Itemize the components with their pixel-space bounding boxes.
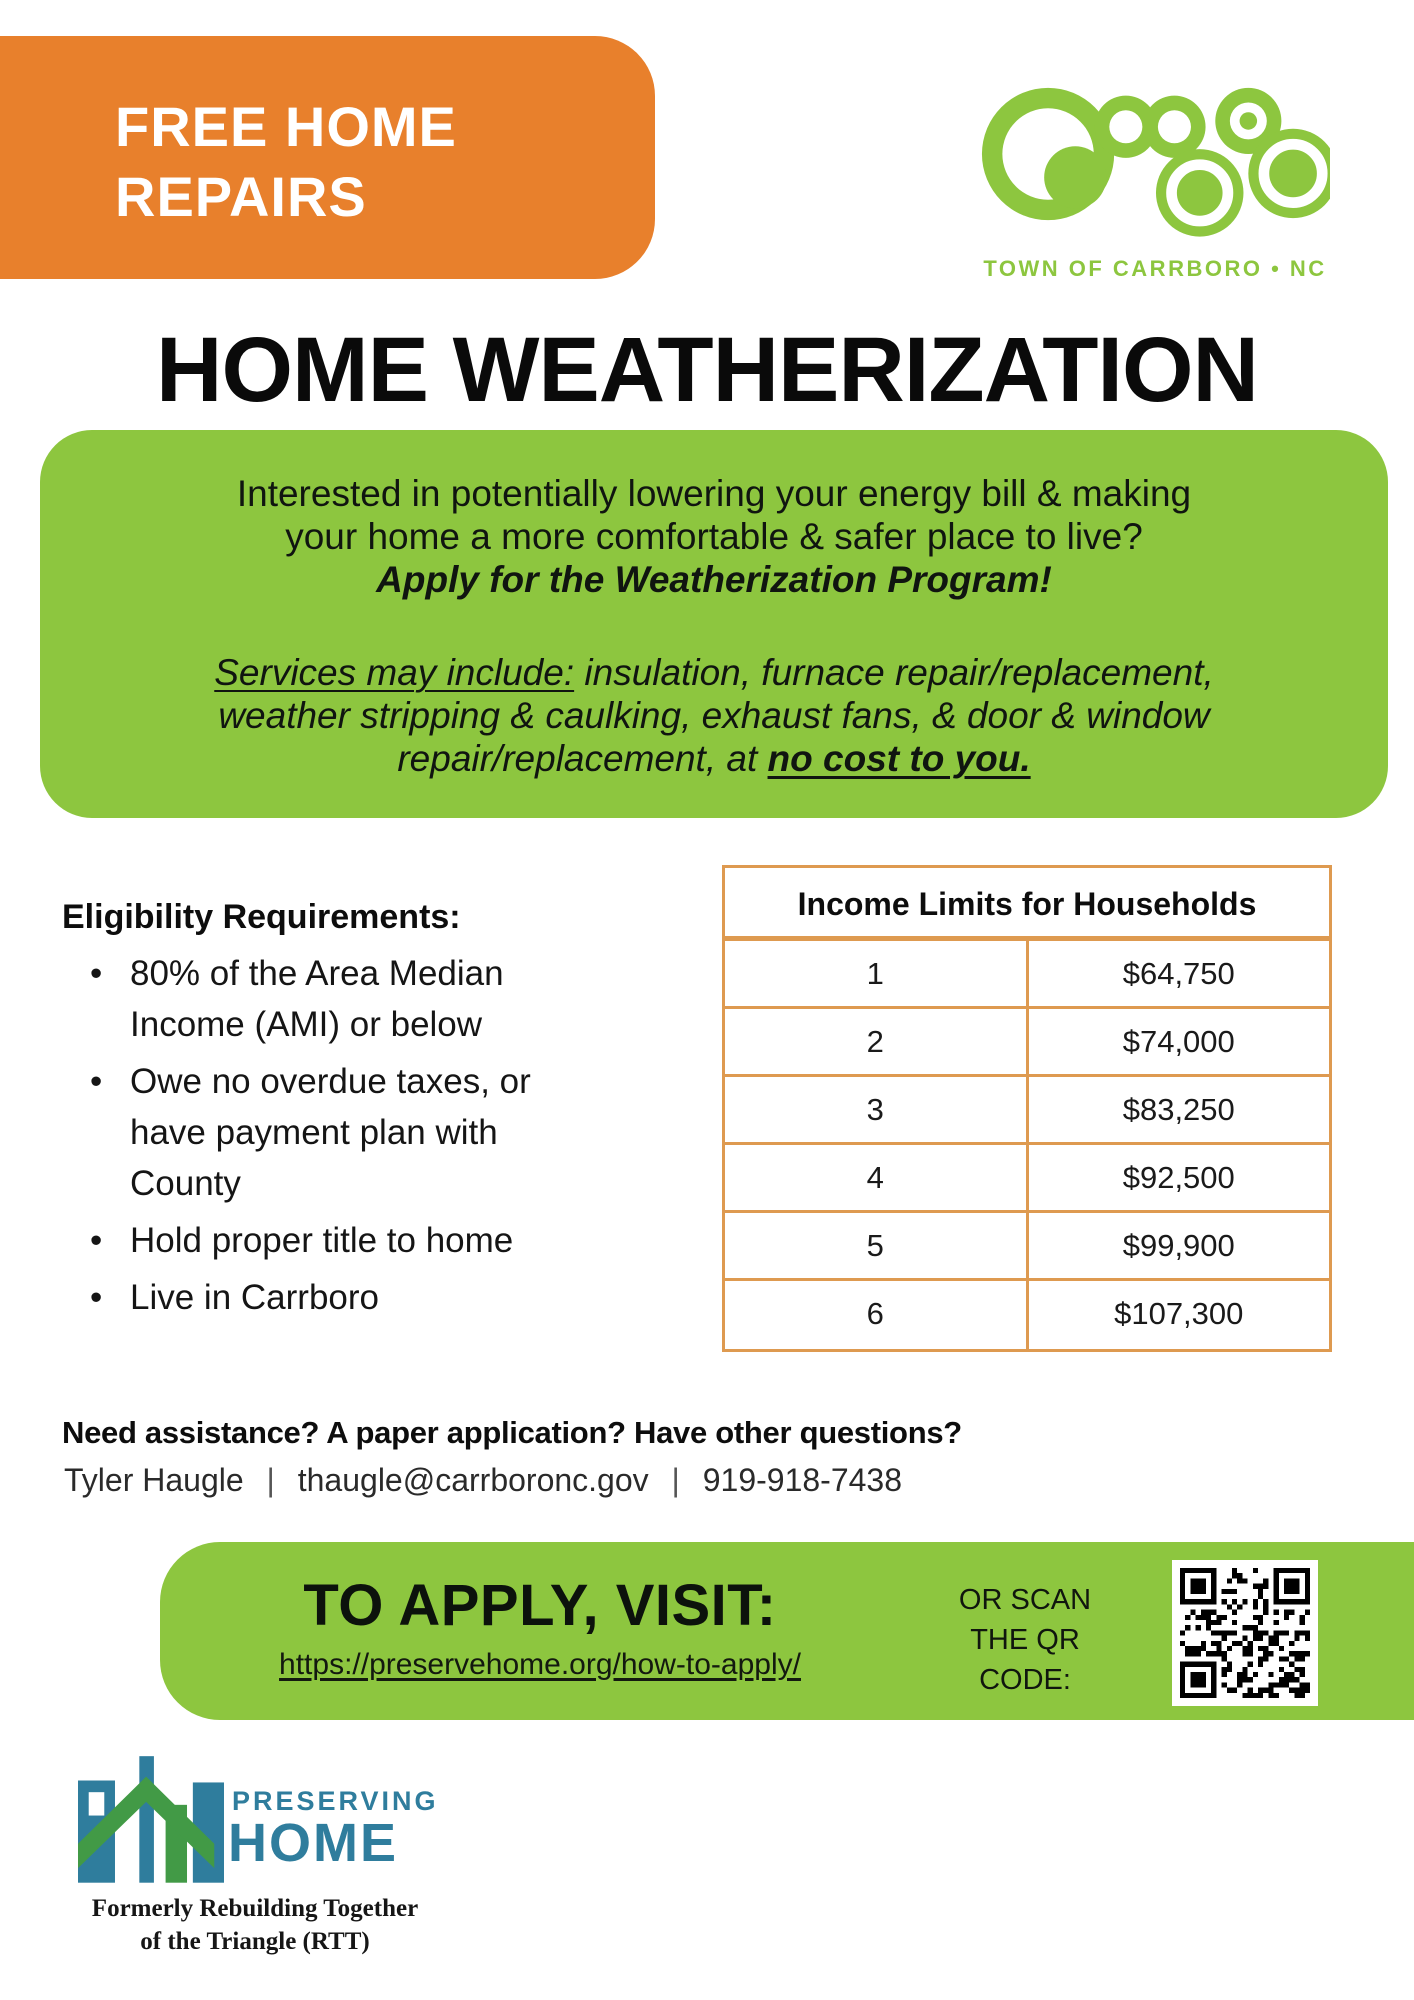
household-size-cell: 3 xyxy=(725,1077,1029,1142)
apply-title: TO APPLY, VISIT: xyxy=(303,1573,777,1638)
free-home-repairs-banner xyxy=(0,36,655,279)
eligibility-list xyxy=(88,948,568,1329)
qr-code xyxy=(1172,1560,1318,1706)
income-limit-cell: $99,900 xyxy=(1122,1228,1235,1263)
footer-note xyxy=(40,1892,470,1958)
services-label: Services may include: xyxy=(214,652,575,693)
page-title: HOME WEATHERIZATION xyxy=(156,319,1258,421)
contact-name: Tyler Haugle xyxy=(64,1462,244,1498)
household-size-cell: 6 xyxy=(725,1281,1029,1349)
table-row xyxy=(725,1145,1329,1213)
income-limit-cell: $74,000 xyxy=(1122,1024,1235,1059)
contact-phone: 919-918-7438 xyxy=(702,1462,903,1498)
qr-label-line: OR SCAN xyxy=(958,1584,1092,1616)
table-row xyxy=(725,1213,1329,1281)
intro-line-1: Interested in potentially lowering your energy bill & making xyxy=(236,473,1192,514)
eligibility-item: • Hold proper title to home xyxy=(88,1215,568,1266)
banner-line-2: REPAIRS xyxy=(115,165,367,228)
table-row xyxy=(725,1281,1329,1349)
intro-line-2: your home a more comfortable & safer place to live? xyxy=(285,516,1143,557)
income-limits-table xyxy=(722,865,1332,1352)
eligibility-item: • Owe no overdue taxes, or have payment plan with County xyxy=(88,1056,568,1209)
contact-separator: | xyxy=(671,1462,680,1498)
table-row xyxy=(725,941,1329,1009)
contact-heading: Need assistance? A paper application? Have other questions? xyxy=(62,1415,962,1450)
town-of-carrboro-caption: TOWN OF CARRBORO • NC xyxy=(983,256,1327,281)
services-line-1 xyxy=(40,651,1388,694)
services-line-3-prefix: repair/replacement, at xyxy=(397,738,768,779)
footer-note-line-1: Formerly Rebuilding Together xyxy=(91,1895,419,1922)
qr-label xyxy=(900,1580,1150,1700)
income-limit-cell: $83,250 xyxy=(1122,1092,1235,1127)
services-line-2: weather stripping & caulking, exhaust fans, & door & window xyxy=(218,695,1210,736)
household-size-cell: 1 xyxy=(725,941,1029,1006)
eligibility-item: • Live in Carrboro xyxy=(88,1272,568,1323)
household-size-cell: 4 xyxy=(725,1145,1029,1210)
no-cost-emphasis: no cost to you. xyxy=(767,738,1031,779)
qr-label-line: CODE: xyxy=(979,1664,1071,1696)
preserving-wordmark: PRESERVING xyxy=(232,1786,439,1816)
household-size-cell: 2 xyxy=(725,1009,1029,1074)
banner-line-1: FREE HOME xyxy=(115,95,457,158)
table-row xyxy=(725,1077,1329,1145)
contact-email[interactable]: thaugle@carrboronc.gov xyxy=(297,1462,649,1498)
income-limit-cell: $107,300 xyxy=(1114,1296,1244,1331)
household-size-cell: 5 xyxy=(725,1213,1029,1278)
income-limit-cell: $64,750 xyxy=(1122,956,1235,991)
income-table-title: Income Limits for Households xyxy=(725,868,1329,941)
contact-separator: | xyxy=(266,1462,275,1498)
footer-note-line-2: of the Triangle (RTT) xyxy=(140,1928,370,1955)
services-rest: insulation, furnace repair/replacement, xyxy=(574,652,1214,693)
home-wordmark: HOME xyxy=(228,1813,398,1873)
preserving-home-logo-icon xyxy=(78,1750,224,1884)
intro-text xyxy=(40,472,1388,780)
table-row xyxy=(725,1009,1329,1077)
income-limit-cell: $92,500 xyxy=(1122,1160,1235,1195)
carrboro-logo-icon xyxy=(980,56,1330,252)
services-line-3 xyxy=(40,737,1388,780)
eligibility-heading: Eligibility Requirements: xyxy=(62,898,461,936)
eligibility-item: • 80% of the Area Median Income (AMI) or below xyxy=(88,948,568,1050)
contact-line xyxy=(64,1462,902,1499)
qr-label-line: THE QR xyxy=(970,1624,1080,1656)
intro-apply-line: Apply for the Weatherization Program! xyxy=(376,559,1052,600)
apply-url-link[interactable]: https://preservehome.org/how-to-apply/ xyxy=(279,1648,801,1681)
